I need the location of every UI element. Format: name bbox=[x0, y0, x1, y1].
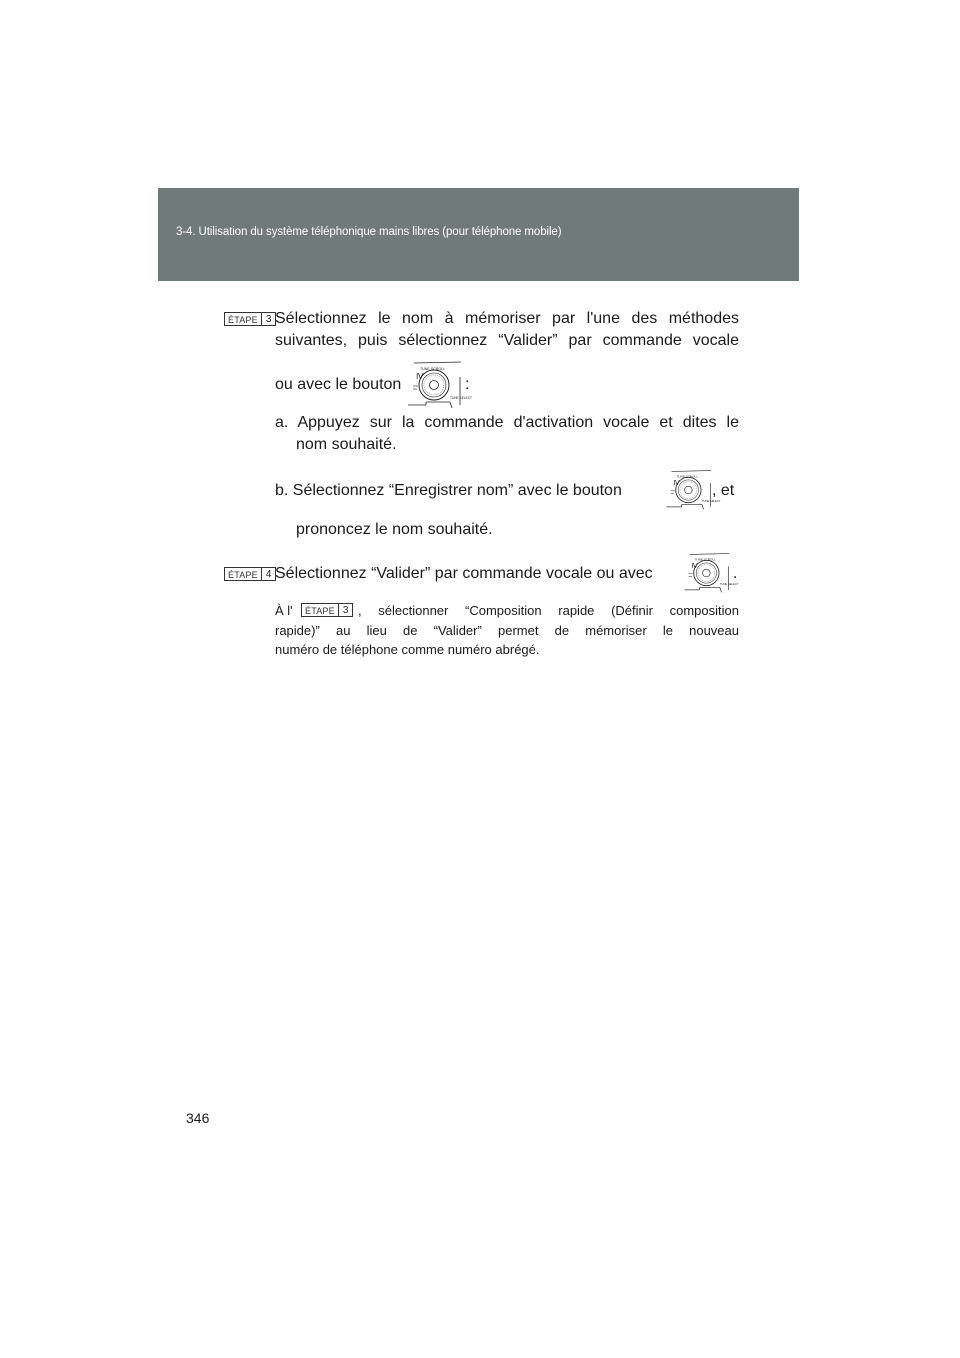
section-header-bar bbox=[158, 188, 799, 281]
svg-text:Ⅳ: Ⅳ bbox=[673, 479, 680, 487]
note-text-1: , sélectionner “Composition rapide (Définir composition bbox=[358, 603, 739, 618]
note-prefix-text: À l' bbox=[275, 603, 293, 618]
note-line-3 bbox=[275, 642, 540, 657]
step-4-period bbox=[733, 565, 737, 583]
svg-text:TUNE SELECT: TUNE SELECT bbox=[450, 396, 472, 400]
option-a-line-2 bbox=[296, 436, 397, 454]
option-b-text-2: prononcez le nom souhaité. bbox=[296, 521, 493, 538]
svg-text:TUNE SCROLL: TUNE SCROLL bbox=[676, 474, 698, 479]
option-a-text-1: a. Appuyez sur la commande d'activation vocale et dites le bbox=[275, 414, 739, 431]
svg-text:Ⅳ: Ⅳ bbox=[416, 372, 424, 381]
option-a-text-2: nom souhaité. bbox=[296, 436, 397, 453]
step-4-text: Sélectionnez “Valider” par commande vocale ou avec bbox=[275, 565, 653, 582]
step-label: ÉTAPE bbox=[302, 604, 339, 616]
step-4-badge bbox=[224, 567, 276, 581]
note-text-3: numéro de téléphone comme numéro abrégé. bbox=[275, 642, 540, 657]
option-b-et-text: , et bbox=[712, 482, 735, 499]
step-3-line-1 bbox=[275, 310, 739, 328]
svg-text:TUNE SCROLL: TUNE SCROLL bbox=[694, 557, 716, 562]
page-number: 346 bbox=[186, 1110, 210, 1126]
section-title: 3-4. Utilisation du système téléphonique mains libres (pour téléphone mobile) bbox=[176, 226, 562, 238]
note-step-3-badge bbox=[301, 603, 353, 617]
option-a-line-1 bbox=[275, 414, 739, 432]
step-number: 3 bbox=[265, 314, 272, 325]
note-line-1 bbox=[358, 603, 739, 618]
note-text-2: rapide)” au lieu de “Valider” permet de mémoriser le nouveau bbox=[275, 623, 739, 638]
step-4-line bbox=[275, 565, 653, 583]
step-3-colon-text: : bbox=[465, 376, 470, 393]
option-b-line-1 bbox=[275, 482, 622, 500]
step-3-line-2 bbox=[275, 332, 739, 350]
note-prefix bbox=[275, 603, 293, 618]
svg-text:Ⅳ: Ⅳ bbox=[691, 562, 698, 570]
step-4-period-text: . bbox=[733, 565, 738, 582]
svg-text:TUNE SCROLL: TUNE SCROLL bbox=[420, 367, 446, 371]
step-label: ÉTAPE bbox=[225, 568, 262, 580]
step-number: 3 bbox=[342, 605, 349, 616]
tune-select-knob-icon bbox=[658, 467, 721, 518]
note-line-2 bbox=[275, 623, 739, 638]
step-3-colon bbox=[465, 376, 469, 394]
svg-text:TUNE SELECT: TUNE SELECT bbox=[719, 582, 739, 586]
tune-select-knob-icon bbox=[398, 361, 472, 414]
option-b-text-1: b. Sélectionnez “Enregistrer nom” avec le bouton bbox=[275, 482, 622, 499]
tune-select-knob-icon bbox=[676, 550, 739, 601]
step-3-text-1: Sélectionnez le nom à mémoriser par l'une des méthodes bbox=[275, 310, 739, 327]
step-label: ÉTAPE bbox=[225, 313, 262, 325]
option-b-line-2 bbox=[296, 521, 493, 539]
step-3-line-3 bbox=[275, 376, 401, 394]
step-3-text-3: ou avec le bouton bbox=[275, 376, 402, 393]
step-3-badge bbox=[224, 312, 276, 326]
svg-text:TUNE SELECT: TUNE SELECT bbox=[701, 499, 721, 503]
option-b-et bbox=[712, 482, 734, 500]
step-3-text-2: suivantes, puis sélectionnez “Valider” par commande vocale bbox=[275, 332, 739, 349]
step-number: 4 bbox=[265, 569, 272, 580]
